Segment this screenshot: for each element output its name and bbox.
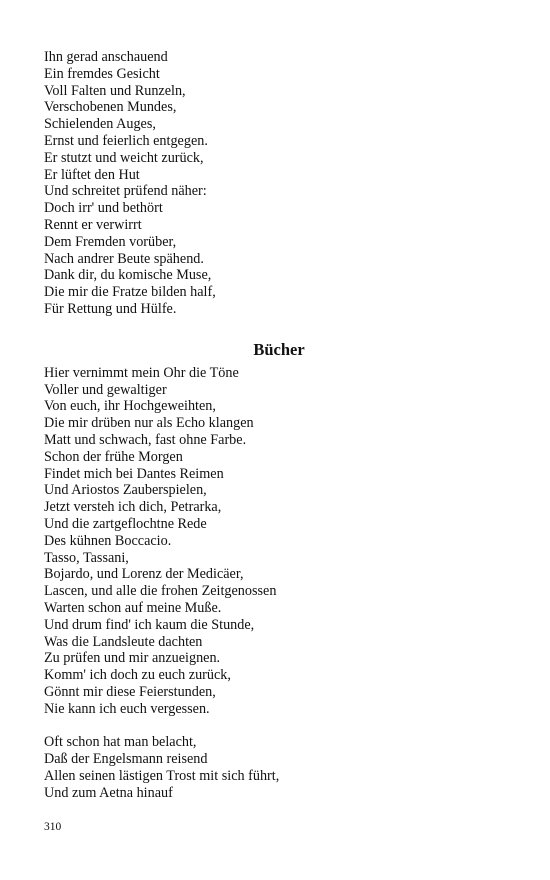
verse-line: Er stutzt und weicht zurück, — [44, 149, 204, 166]
verse-line: Voller und gewaltiger — [44, 381, 167, 398]
verse-line: Schon der frühe Morgen — [44, 448, 183, 465]
stanza-2 — [44, 365, 514, 718]
verse-line: Und Ariostos Zauberspielen, — [44, 482, 207, 499]
page-number: 310 — [44, 821, 62, 833]
verse-line: Verschobenen Mundes, — [44, 99, 177, 116]
verse-line: Jetzt versteh ich dich, Petrarka, — [44, 499, 222, 516]
verse-line: Lascen, und alle die frohen Zeitgenossen — [44, 583, 277, 600]
verse-line: Was die Landsleute dachten — [44, 633, 203, 650]
page-content — [44, 49, 514, 802]
verse-line: Komm' ich doch zu euch zurück, — [44, 667, 231, 684]
verse-line: Findet mich bei Dantes Reimen — [44, 465, 224, 482]
verse-line: Gönnt mir diese Feierstunden, — [44, 683, 216, 700]
verse-line: Und die zartgeflochtne Rede — [44, 515, 207, 532]
verse-line: Bojardo, und Lorenz der Medicäer, — [44, 566, 244, 583]
verse-line: Warten schon auf meine Muße. — [44, 599, 222, 616]
verse-line: Matt und schwach, fast ohne Farbe. — [44, 431, 247, 448]
verse-line: Allen seinen lästigen Trost mit sich führt, — [44, 768, 280, 785]
verse-line: Daß der Engelsmann reisend — [44, 751, 208, 768]
verse-line: Des kühnen Boccacio. — [44, 532, 172, 549]
verse-line: Die mir drüben nur als Echo klangen — [44, 415, 254, 432]
verse-line: Die mir die Fratze bilden half, — [44, 284, 216, 301]
poem-title: Bücher — [253, 339, 305, 359]
verse-line: Doch irr' und bethört — [44, 200, 163, 217]
verse-line: Oft schon hat man belacht, — [44, 734, 197, 751]
verse-line: Ein fremdes Gesicht — [44, 65, 160, 82]
verse-line: Nie kann ich euch vergessen. — [44, 700, 210, 717]
verse-line: Ihn gerad anschauend — [44, 49, 168, 65]
stanza-3 — [44, 734, 514, 801]
verse-line: Tasso, Tassani, — [44, 549, 129, 566]
verse-line: Und schreitet prüfend näher: — [44, 183, 207, 200]
verse-line: Schielenden Auges, — [44, 116, 156, 133]
verse-line: Von euch, ihr Hochgeweihten, — [44, 398, 216, 415]
verse-line: Ernst und feierlich entgegen. — [44, 132, 208, 149]
verse-line: Und zum Aetna hinauf — [44, 784, 173, 801]
verse-line: Zu prüfen und mir anzueignen. — [44, 650, 221, 667]
verse-line: Hier vernimmt mein Ohr die Töne — [44, 364, 239, 381]
stanza-1 — [44, 49, 514, 318]
verse-line: Für Rettung und Hülfe. — [44, 300, 177, 317]
verse-line: Und drum find' ich kaum die Stunde, — [44, 616, 255, 633]
verse-line: Er lüftet den Hut — [44, 166, 140, 183]
stanza-gap — [44, 717, 514, 734]
verse-line: Dem Fremden vorüber, — [44, 233, 177, 250]
verse-line: Voll Falten und Runzeln, — [44, 82, 186, 99]
verse-line: Rennt er verwirrt — [44, 216, 142, 233]
verse-line: Nach andrer Beute spähend. — [44, 250, 204, 267]
verse-line: Dank dir, du komische Muse, — [44, 267, 212, 284]
